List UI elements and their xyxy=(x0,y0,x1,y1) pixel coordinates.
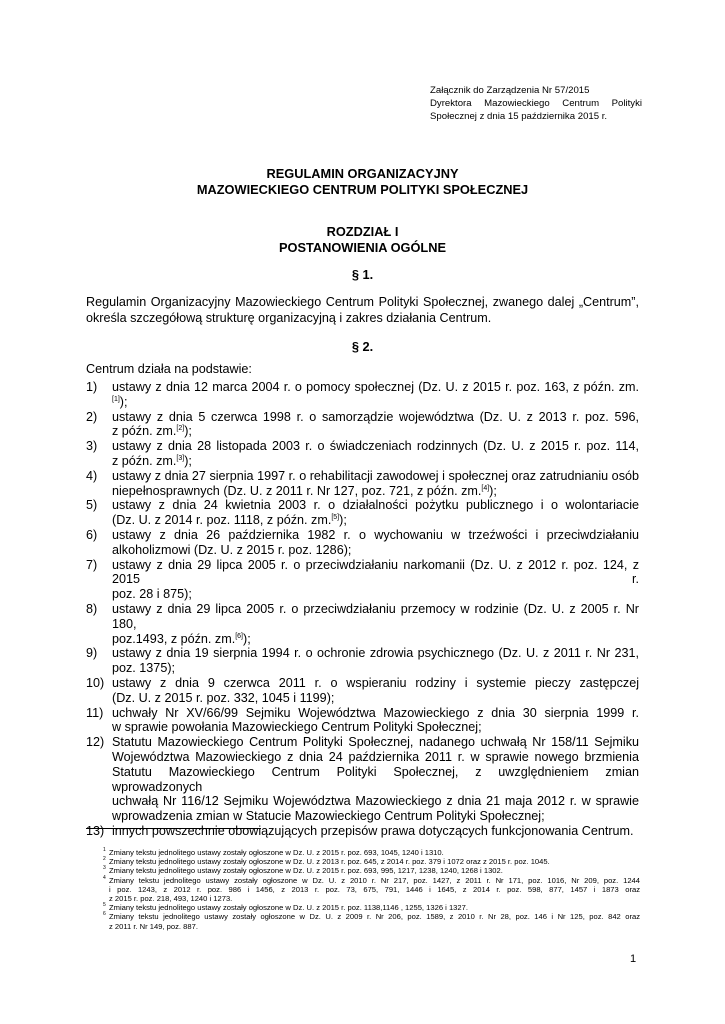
list-item-text: Statutu Mazowieckiego Centrum Polityki Społecznej, z uwzględnieniem zmian wprowadzonych xyxy=(112,764,639,794)
list-item-line xyxy=(112,424,639,439)
list-item-text: Województwa Mazowieckiego z dnia 24 października 2011 r. w sprawie nowego brzmienia xyxy=(112,749,639,764)
list-item-number: 3) xyxy=(86,439,98,454)
list-item-text: ustawy z dnia 5 czerwca 1998 r. o samorządzie województwa (Dz. U. z 2013 r. poz. 596, xyxy=(112,409,639,424)
footnote-line: Zmiany tekstu jednolitego ustawy zostały ogłoszone w Dz. U. z 2015 r. poz. 693, 1045, 1240 i 1310. xyxy=(109,848,444,857)
list-item xyxy=(86,676,639,706)
list-item-tail: ); xyxy=(184,424,192,439)
list-item-text: uchwałą Nr 116/12 Sejmiku Województwa Mazowieckiego z dnia 21 maja 2012 r. w sprawie xyxy=(112,794,639,809)
list-item-number: 13) xyxy=(86,823,105,838)
list-item-text: z późn. zm. xyxy=(112,424,177,439)
list-item-text: ustawy z dnia 29 lipca 2005 r. o przeciwdziałaniu narkomanii (Dz. U. z 2012 r. poz. 124, z 2015 r. xyxy=(112,557,639,587)
list-item-line xyxy=(112,706,639,721)
list-item-line xyxy=(112,632,639,647)
attachment-note xyxy=(430,85,642,123)
footnotes xyxy=(100,848,640,931)
list-item-line xyxy=(112,602,639,632)
footnote-item xyxy=(100,866,640,875)
list-item-number: 12) xyxy=(86,735,105,750)
footnote-item xyxy=(100,848,640,857)
list-item-line xyxy=(112,439,639,454)
footnote-reference[interactable]: [4] xyxy=(481,484,490,492)
list-item-text: poz. 28 i 875); xyxy=(112,587,192,602)
list-item-line xyxy=(112,691,639,706)
list-item xyxy=(86,824,639,839)
footnote-item xyxy=(100,903,640,912)
list-item-text: innych powszechnie obowiązujących przepisów prawa dotyczących funkcjonowania Centrum. xyxy=(112,823,634,838)
list-item xyxy=(86,735,639,824)
footnote-number: 6 xyxy=(103,911,106,918)
section-1-heading: § 1. xyxy=(351,267,374,282)
list-item-line xyxy=(112,380,639,410)
list-item-text: ustawy z dnia 28 listopada 2003 r. o świadczeniach rodzinnych (Dz. U. z 2015 r. poz. 114, xyxy=(112,439,639,454)
list-item-number: 6) xyxy=(86,527,98,542)
list-item-line xyxy=(112,484,639,499)
list-item xyxy=(86,602,639,646)
footnote-line: Zmiany tekstu jednolitego ustawy zostały ogłoszone w Dz. U. z 2010 r. Nr 217, poz. 1427, z 2011 r. Nr 171, poz. 1016, Nr 209, poz. 1244 xyxy=(109,875,640,885)
list-item-line xyxy=(112,824,639,839)
section-1-line: Regulamin Organizacyjny Mazowieckiego Centrum Polityki Społecznej, zwanego dalej „Centrum”, xyxy=(86,295,639,309)
footnote-item xyxy=(100,912,640,930)
footnote-item xyxy=(100,857,640,866)
list-item-line xyxy=(112,410,639,425)
list-item-number: 2) xyxy=(86,409,98,424)
section-2-heading: § 2. xyxy=(351,339,374,354)
list-item xyxy=(86,469,639,499)
list-item-tail: ); xyxy=(489,483,497,498)
list-item-number: 1) xyxy=(86,380,98,394)
list-item-line xyxy=(112,528,639,543)
legal-basis-list xyxy=(86,380,639,839)
list-item-number: 5) xyxy=(86,498,98,513)
footnote-number: 2 xyxy=(103,856,106,863)
footnote-line: i poz. 1243, z 2012 r. poz. 986 i 1456, z 2013 r. poz. 73, 675, 791, 1446 i 1645, z 2014 r. poz. 598, 877, 1457 i 1873 oraz xyxy=(109,884,640,894)
list-item-number: 11) xyxy=(86,705,104,720)
list-item xyxy=(86,380,639,410)
chapter-label: ROZDZIAŁ I xyxy=(326,224,399,239)
list-item-line xyxy=(112,543,639,558)
list-item-line xyxy=(112,587,639,602)
list-item-line xyxy=(112,469,639,484)
list-item-line xyxy=(112,809,639,824)
list-item xyxy=(86,410,639,440)
list-item-text: ustawy z dnia 26 października 1982 r. o wychowaniu w trzeźwości i przeciwdziałaniu xyxy=(112,527,639,542)
footnote-number: 4 xyxy=(103,874,106,881)
list-item-number: 9) xyxy=(86,646,98,661)
list-item-line xyxy=(112,720,639,735)
footnote-reference[interactable]: [1] xyxy=(112,395,120,403)
footnote-line: Zmiany tekstu jednolitego ustawy zostały ogłoszone w Dz. U. z 2009 r. Nr 206, poz. 1589, z 2010 r. Nr 28, poz. 146 i Nr 125, poz. 842 oraz xyxy=(109,912,640,922)
list-item xyxy=(86,528,639,558)
list-item-line xyxy=(112,765,639,795)
footnote-reference[interactable]: [5] xyxy=(331,514,340,522)
attachment-note-line: Dyrektora Mazowieckiego Centrum Polityki xyxy=(430,97,642,109)
list-item-number: 8) xyxy=(86,601,98,616)
footnote-number: 1 xyxy=(103,847,106,853)
footnote-line: z 2011 r. Nr 149, poz. 887. xyxy=(109,921,198,931)
list-item-text: ustawy z dnia 27 sierpnia 1997 r. o rehabilitacji zawodowej i społecznej oraz zatrudnianiu osób xyxy=(112,468,639,483)
footnote-separator xyxy=(86,828,261,829)
footnote-reference[interactable]: [2] xyxy=(176,425,185,433)
list-item-number: 7) xyxy=(86,557,98,572)
footnote-line: z 2015 r. poz. 218, 493, 1240 i 1273. xyxy=(109,894,233,904)
list-item xyxy=(86,439,639,469)
list-item-text: ustawy z dnia 9 czerwca 2011 r. o wspieraniu rodziny i systemie pieczy zastępczej xyxy=(112,675,639,690)
footnote-item xyxy=(100,876,640,904)
list-item-text: ustawy z dnia 12 marca 2004 r. o pomocy społecznej (Dz. U. z 2015 r. poz. 163, z późn. zm. xyxy=(112,380,639,394)
attachment-note-line: Społecznej z dnia 15 października 2015 r. xyxy=(430,110,608,122)
footnote-reference[interactable]: [6] xyxy=(235,632,244,640)
document-title-line: MAZOWIECKIEGO CENTRUM POLITYKI SPOŁECZNEJ xyxy=(196,182,529,197)
list-item-number: 10) xyxy=(86,675,105,690)
section-1-line: określa szczegółową strukturę organizacyjną i zakres działania Centrum. xyxy=(86,310,492,325)
list-item-line xyxy=(112,794,639,809)
list-item-text: poz. 1375); xyxy=(112,661,176,676)
list-item-line xyxy=(112,661,639,676)
list-item-text: poz.1493, z późn. zm. xyxy=(112,631,236,646)
list-item-text: uchwały Nr XV/66/99 Sejmiku Województwa Mazowieckiego z dnia 30 sierpnia 1999 r. xyxy=(112,705,639,720)
list-item xyxy=(86,558,639,602)
chapter-name: POSTANOWIENIA OGÓLNE xyxy=(278,240,447,255)
footnote-line: Zmiany tekstu jednolitego ustawy zostały ogłoszone w Dz. U. z 2015 r. poz. 1138,1146 , 1255, 1326 i 1327. xyxy=(109,903,468,913)
list-item-line xyxy=(112,454,639,469)
list-item-text: (Dz. U. z 2014 r. poz. 1118, z późn. zm. xyxy=(112,513,332,528)
list-item-tail: ); xyxy=(243,631,251,646)
list-item-line xyxy=(112,558,639,588)
list-item-text: ustawy z dnia 24 kwietnia 2003 r. o działalności pożytku publicznego i o wolontariacie xyxy=(112,498,639,513)
attachment-note-line: Załącznik do Zarządzenia Nr 57/2015 xyxy=(430,85,590,96)
section-1-text xyxy=(86,295,639,326)
list-item-tail: ); xyxy=(339,513,347,528)
footnote-line: Zmiany tekstu jednolitego ustawy zostały ogłoszone w Dz. U. z 2013 r. poz. 645, z 2014 r. poz. 379 i 1072 oraz z 2015 r. poz. 1045. xyxy=(109,857,550,867)
document-title-line: REGULAMIN ORGANIZACYJNY xyxy=(266,166,459,181)
list-item xyxy=(86,498,639,528)
list-item-text: wprowadzenia zmian w Statucie Mazowieckiego Centrum Polityki Społecznej; xyxy=(112,809,545,824)
footnote-number: 3 xyxy=(103,865,106,872)
list-item xyxy=(86,646,639,676)
list-item-text: (Dz. U. z 2015 r. poz. 332, 1045 i 1199); xyxy=(112,690,335,705)
list-item-number: 4) xyxy=(86,468,98,483)
list-item-text: alkoholizmowi (Dz. U. z 2015 r. poz. 1286); xyxy=(112,542,352,557)
list-item-line xyxy=(112,513,639,528)
footnote-number: 5 xyxy=(103,902,106,909)
footnote-reference[interactable]: [3] xyxy=(176,454,185,462)
list-item-line xyxy=(112,735,639,750)
list-item-line xyxy=(112,646,639,661)
list-item-tail: ); xyxy=(119,394,128,409)
list-item-line xyxy=(112,676,639,691)
list-item-text: Statutu Mazowieckiego Centrum Polityki Społecznej, nadanego uchwałą Nr 158/11 Sejmiku xyxy=(112,735,639,750)
list-item-text: w sprawie powołania Mazowieckiego Centrum Polityki Społecznej; xyxy=(112,720,482,735)
list-item xyxy=(86,706,639,736)
list-item-text: ustawy z dnia 29 lipca 2005 r. o przeciwdziałaniu przemocy w rodzinie (Dz. U. z 2005 r. Nr 180, xyxy=(112,601,639,631)
list-item-text: niepełnosprawnych (Dz. U. z 2011 r. Nr 127, poz. 721, z późn. zm. xyxy=(112,483,482,498)
list-item-line xyxy=(112,750,639,765)
list-item-tail: ); xyxy=(184,453,192,468)
list-item-text: ustawy z dnia 19 sierpnia 1994 r. o ochronie zdrowia psychicznego (Dz. U. z 2011 r. Nr 231, xyxy=(112,646,639,661)
section-2-intro: Centrum działa na podstawie: xyxy=(86,362,252,376)
page-number: 1 xyxy=(630,953,637,965)
list-item-text: z późn. zm. xyxy=(112,453,177,468)
list-item-line xyxy=(112,498,639,513)
footnote-line: Zmiany tekstu jednolitego ustawy zostały ogłoszone w Dz. U. z 2015 r. poz. 693, 995, 1217, 1238, 1240, 1268 i 1302. xyxy=(109,866,503,876)
